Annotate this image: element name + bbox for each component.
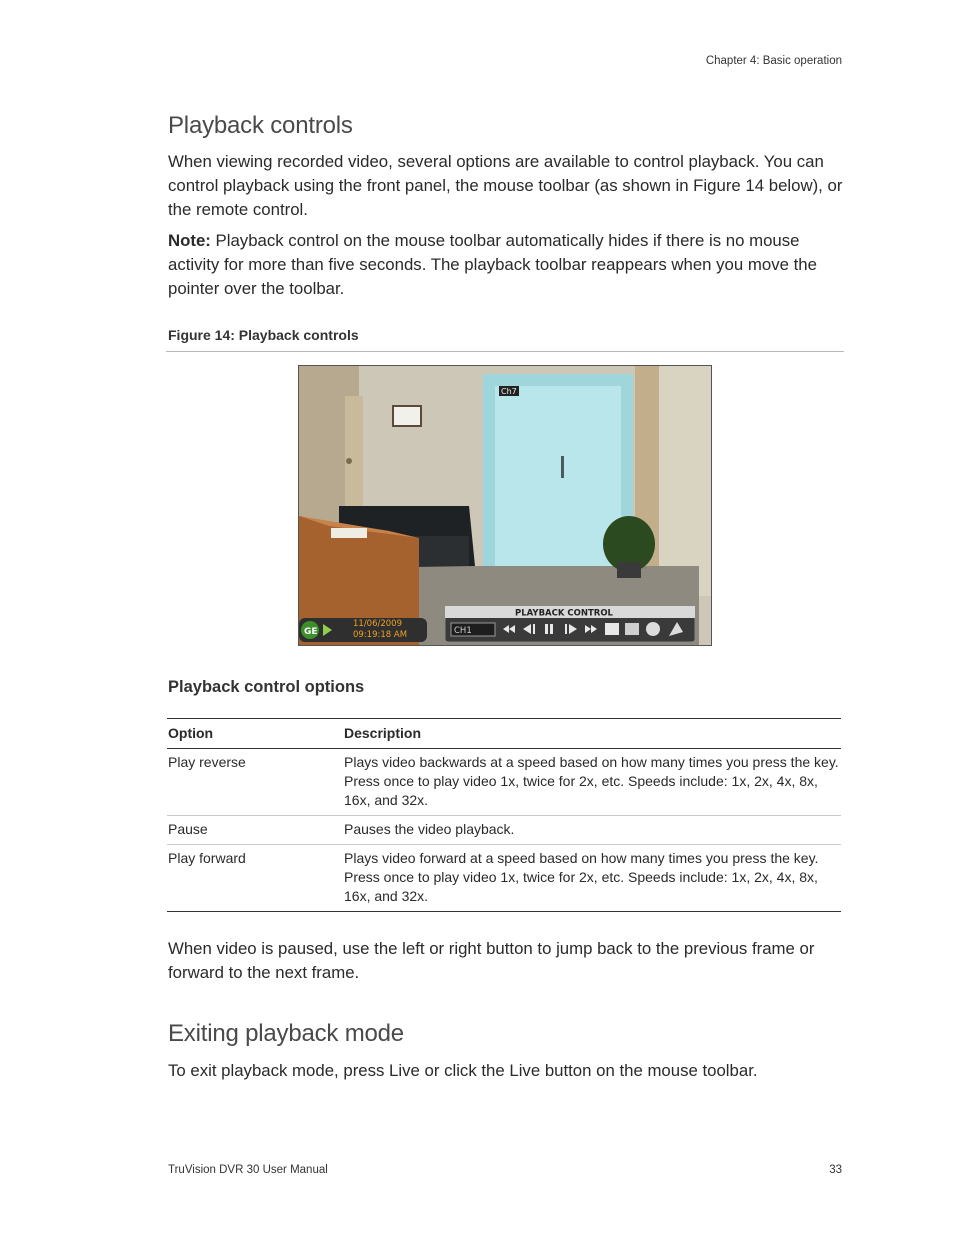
- table-heading: Playback control options: [168, 678, 365, 696]
- wall-certificate: [393, 406, 421, 426]
- zoom-icon: [625, 623, 639, 635]
- note-label: Note:: [168, 231, 211, 250]
- option-name: Pause: [167, 816, 343, 845]
- play-reverse-bar: [533, 624, 535, 634]
- column-header-description: Description: [343, 719, 841, 749]
- plant-pot: [617, 562, 641, 578]
- figure-caption: Figure 14: Playback controls: [168, 327, 359, 343]
- door-handle: [346, 458, 352, 464]
- playback-options-table: [167, 718, 841, 912]
- column-header-option: Option: [167, 719, 343, 749]
- right-wall: [659, 366, 711, 596]
- toolbar-title: PLAYBACK CONTROL: [515, 608, 613, 619]
- running-header: Chapter 4: Basic operation: [705, 55, 842, 67]
- option-description: Plays video backwards at a speed based on how many times you press the key. Press once to play video 1x, twice for 2x, etc. Speeds include: 1x, 2x, 4x, 8x, 16x, and 32x.: [343, 749, 841, 816]
- footer-manual-title: TruVision DVR 30 User Manual: [168, 1164, 328, 1176]
- option-name: Play forward: [167, 845, 343, 912]
- footer-page-number: 33: [829, 1164, 842, 1176]
- caption-divider: [166, 351, 844, 352]
- note-paragraph: [168, 229, 844, 301]
- channel-select-label: CH1: [454, 626, 472, 636]
- glass-door-highlight: [495, 386, 621, 586]
- option-description: Plays video forward at a speed based on how many times you press the key. Press once to play video 1x, twice for 2x, etc. Speeds include: 1x, 2x, 4x, 8x, 16x, and 32x.: [343, 845, 841, 912]
- pause-icon-a: [545, 624, 548, 634]
- option-name: Play reverse: [167, 749, 343, 816]
- note-text: Playback control on the mouse toolbar automatically hides if there is no mouse activity for more than five seconds. The playback toolbar reappears when you move the pointer over the toolbar.: [168, 231, 817, 298]
- timestamp-date: 11/06/2009: [353, 619, 402, 629]
- table-header-row: [167, 719, 841, 749]
- desk-papers: [331, 528, 367, 538]
- play-forward-bar: [565, 624, 567, 634]
- table-row: [167, 816, 841, 845]
- option-description: Pauses the video playback.: [343, 816, 841, 845]
- table-row: [167, 749, 841, 816]
- playback-screenshot: [298, 365, 712, 646]
- pause-icon-b: [550, 624, 553, 634]
- section-title-exiting-playback: Exiting playback mode: [168, 1020, 404, 1047]
- intro-paragraph: When viewing recorded video, several options are available to control playback. You can control playback using the front panel, the mouse toolbar (as shown in Figure 14 below), or the remote control.: [168, 152, 843, 219]
- snapshot-icon: [646, 622, 660, 636]
- channel-tag: Ch7: [501, 387, 517, 396]
- timestamp-time: 09:19:18 AM: [353, 630, 408, 640]
- door-pull: [561, 456, 564, 478]
- exit-paragraph: To exit playback mode, press Live or click the Live button on the mouse toolbar.: [168, 1061, 758, 1080]
- paused-frame-paragraph: When video is paused, use the left or right button to jump back to the previous frame or forward to the next frame.: [168, 939, 815, 982]
- multi-screen-icon: [605, 623, 619, 635]
- table-row: [167, 845, 841, 912]
- section-title-playback-controls: Playback controls: [168, 112, 353, 139]
- ge-logo-text: GE: [304, 627, 318, 637]
